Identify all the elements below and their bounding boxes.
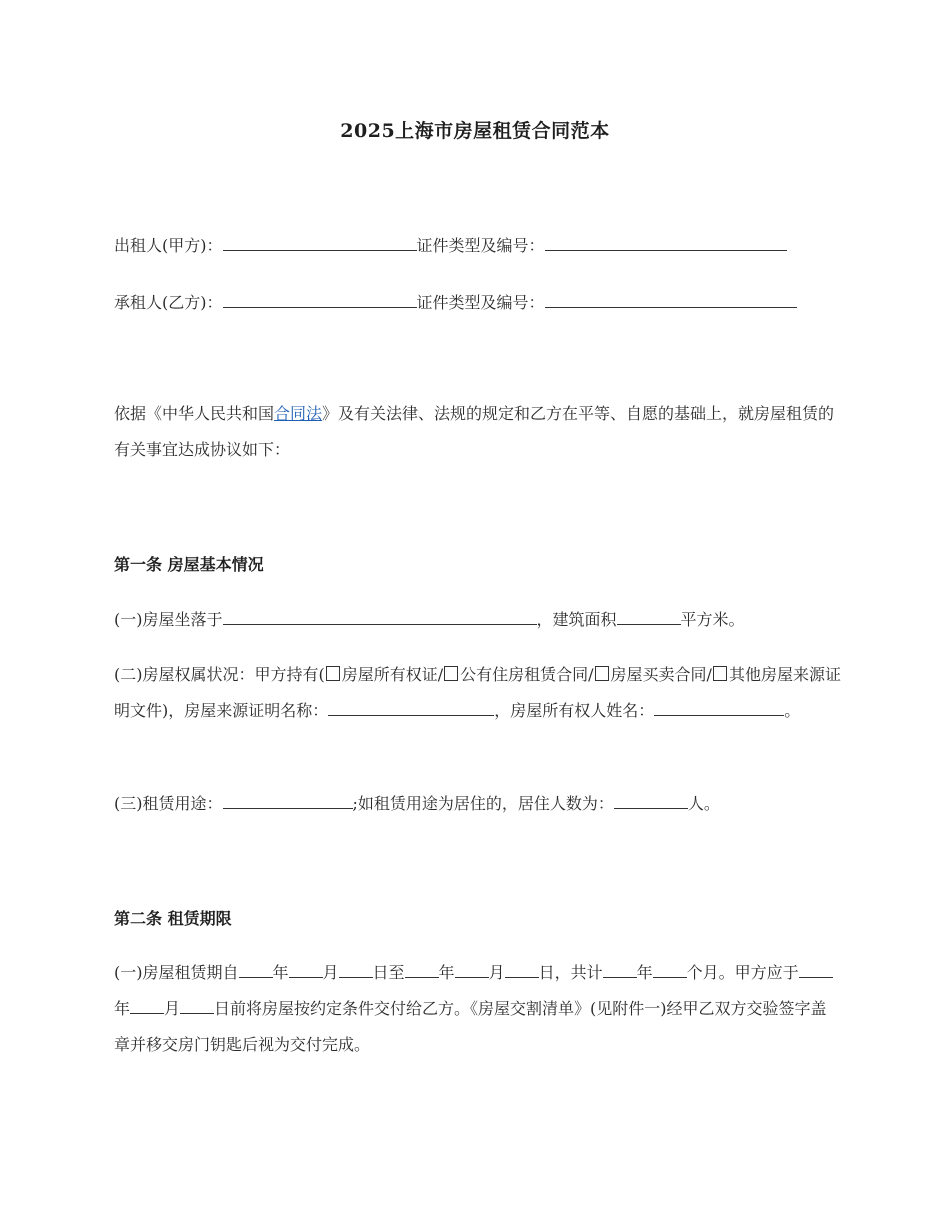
term-start-label: (一)房屋租赁期自	[114, 963, 239, 982]
lessee-id-blank[interactable]	[545, 291, 797, 308]
lessor-line	[114, 234, 787, 257]
article-1-item-2	[114, 657, 842, 729]
intro-text-2: 》及有关法律、法规的规定和乙方在平等、自愿的基础上，就房屋租赁的有关事宜达成协议如下：	[114, 404, 835, 459]
checkbox-ownership-cert[interactable]	[326, 666, 340, 681]
end-year-blank[interactable]	[405, 961, 439, 978]
lessee-line	[114, 291, 797, 314]
document-title: 2025上海市房屋租赁合同范本	[340, 120, 610, 142]
total-label: 日，共计	[538, 963, 603, 982]
occupants-blank[interactable]	[614, 792, 688, 809]
month-label: 月	[488, 963, 505, 982]
intro-text-1: 依据《中华人民共和国	[114, 404, 275, 423]
delivery-day-blank[interactable]	[180, 997, 214, 1014]
occupants-label: ;如租赁用途为居住的，居住人数为：	[352, 794, 614, 813]
year-label: 年	[114, 999, 131, 1018]
end-day-blank[interactable]	[505, 961, 539, 978]
month-label: 月	[164, 999, 181, 1018]
article-2-item-1	[114, 955, 842, 1063]
article-1-item-3	[114, 792, 720, 815]
year-label: 年	[272, 963, 289, 982]
total-years-blank[interactable]	[603, 961, 637, 978]
owner-name-blank[interactable]	[654, 699, 784, 716]
checkbox-purchase-contract[interactable]	[595, 666, 609, 681]
option-other-proof: 其他房屋来源证明文件)，房屋来源证明名称：	[114, 665, 841, 720]
option-public-housing-lease: 公有住房租赁合同/	[460, 665, 594, 684]
delivery-year-blank[interactable]	[799, 961, 833, 978]
start-day-blank[interactable]	[339, 961, 373, 978]
lessee-name-blank[interactable]	[223, 291, 417, 308]
area-label: ，建筑面积	[536, 610, 617, 629]
lessor-name-blank[interactable]	[223, 234, 417, 251]
start-month-blank[interactable]	[289, 961, 323, 978]
intro-paragraph	[114, 396, 842, 468]
usage-label: (三)租赁用途：	[114, 794, 223, 813]
checkbox-other-proof[interactable]	[713, 666, 727, 681]
proof-name-blank[interactable]	[328, 699, 494, 716]
lessor-id-blank[interactable]	[545, 234, 787, 251]
end-month-blank[interactable]	[455, 961, 489, 978]
month-label: 月	[322, 963, 339, 982]
article-2-heading: 第二条 租赁期限	[114, 909, 232, 928]
article-1-item-1	[114, 608, 745, 631]
location-blank[interactable]	[223, 608, 537, 625]
year-label: 年	[636, 963, 653, 982]
article-1-heading: 第一条 房屋基本情况	[114, 555, 264, 574]
option-purchase-contract: 房屋买卖合同/	[610, 665, 712, 684]
item-2-end: 。	[784, 701, 801, 720]
contract-law-link[interactable]: 合同法	[274, 404, 323, 423]
day-to-label: 日至	[372, 963, 405, 982]
option-ownership-cert: 房屋所有权证/	[341, 665, 444, 684]
lessor-id-label: 证件类型及编号：	[416, 236, 545, 255]
checkbox-public-housing-lease[interactable]	[444, 666, 458, 681]
lessee-id-label: 证件类型及编号：	[416, 293, 545, 312]
delivery-month-blank[interactable]	[130, 997, 164, 1014]
lessee-label: 承租人(乙方)：	[114, 293, 223, 312]
total-months-blank[interactable]	[653, 961, 687, 978]
area-unit: 平方米。	[680, 610, 745, 629]
area-blank[interactable]	[617, 608, 681, 625]
delivery-text: 日前将房屋按约定条件交付给乙方。《房屋交割清单》(见附件一)经甲乙双方交验签字盖章并移交房门钥匙后视为交付完成。	[114, 999, 827, 1054]
location-label: (一)房屋坐落于	[114, 610, 223, 629]
owner-name-label: ，房屋所有权人姓名：	[494, 701, 655, 720]
year-label: 年	[438, 963, 455, 982]
lessor-label: 出租人(甲方)：	[114, 236, 223, 255]
start-year-blank[interactable]	[239, 961, 273, 978]
ownership-label: (二)房屋权属状况：甲方持有(	[114, 665, 325, 684]
usage-blank[interactable]	[223, 792, 353, 809]
occupants-unit: 人。	[687, 794, 720, 813]
months-label: 个月。甲方应于	[686, 963, 799, 982]
